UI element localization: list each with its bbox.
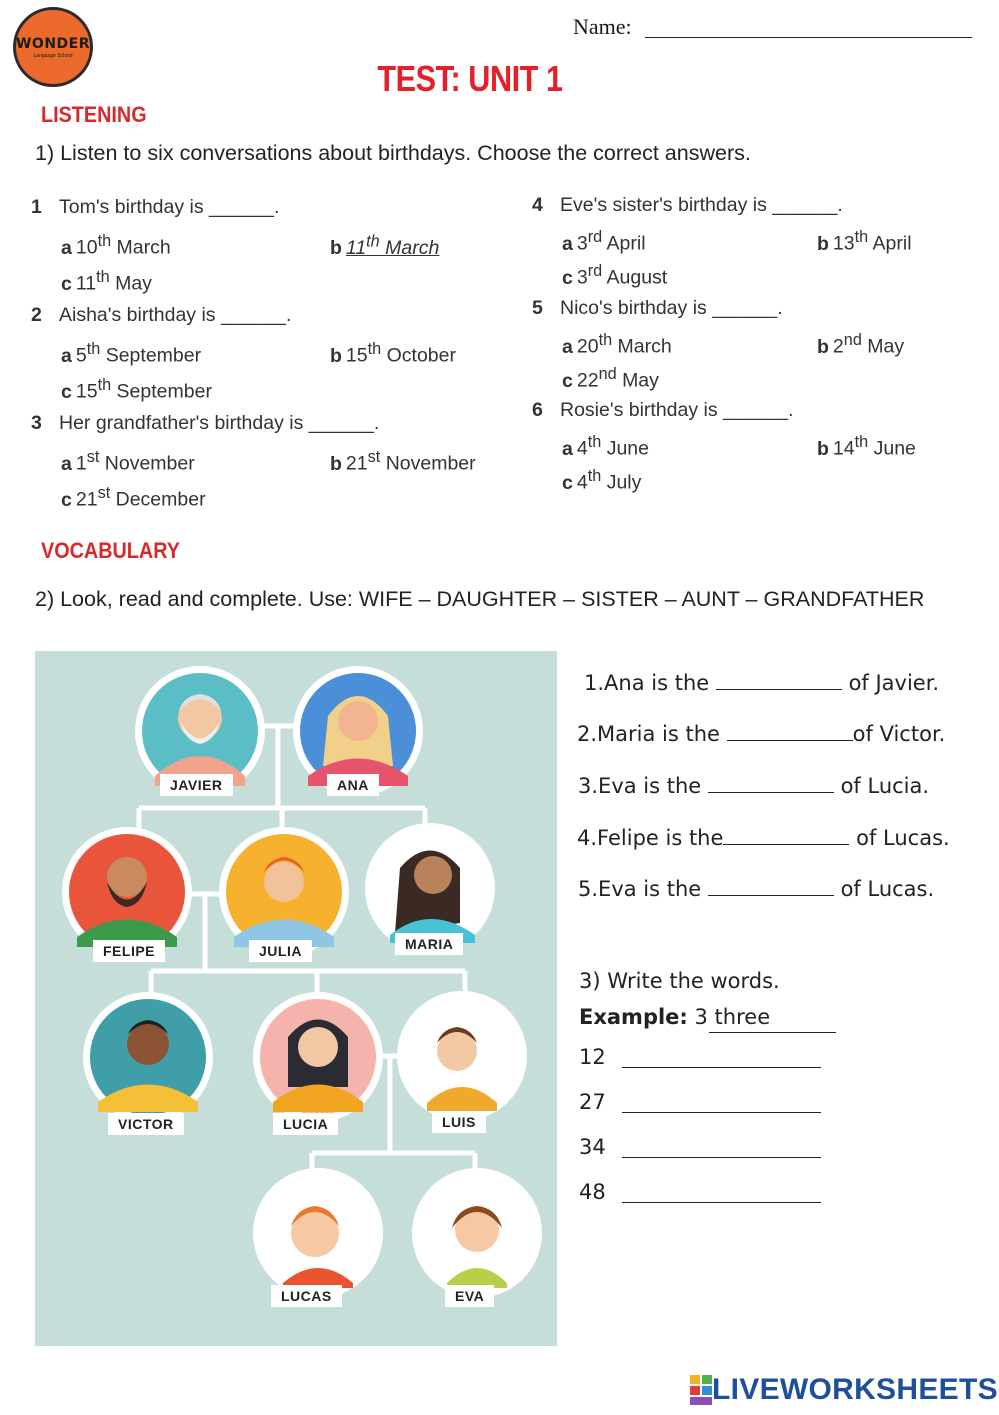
number-27: 27 — [579, 1090, 606, 1114]
vocabulary-instruction: 2) Look, read and complete. Use: WIFE – DAUGHTER – SISTER – AUNT – GRANDFATHER — [35, 587, 925, 611]
number-34: 34 — [579, 1135, 606, 1159]
person-label-victor: VICTOR — [108, 1113, 184, 1135]
page-title: TEST: UNIT 1 — [377, 58, 563, 99]
q3-option-c[interactable]: c 21st December — [61, 484, 206, 511]
answer-line-12[interactable] — [622, 1067, 821, 1068]
liveworksheets-text: LIVEWORKSHEETS — [712, 1373, 998, 1406]
person-label-julia: JULIA — [249, 940, 312, 962]
answer-line-48[interactable] — [622, 1202, 821, 1203]
person-felipe-portrait — [62, 827, 192, 957]
q1-option-b[interactable]: b 11th March — [330, 232, 440, 259]
blank-5[interactable] — [708, 878, 834, 896]
q6-option-c[interactable]: c 4th July — [562, 467, 642, 494]
listening-instruction: 1) Listen to six conversations about birthdays. Choose the correct answers. — [35, 141, 751, 165]
uncle-avatar-icon — [83, 992, 213, 1122]
person-label-eva: EVA — [445, 1285, 494, 1307]
lucia-avatar-icon — [253, 992, 383, 1122]
person-label-lucia: LUCIA — [273, 1113, 338, 1135]
liveworksheets-logo-icon — [690, 1375, 712, 1405]
sentence-4: 4.Felipe is the of Lucas. — [577, 826, 950, 850]
logo-subtitle: Language School — [33, 52, 73, 59]
q1-option-a[interactable]: a 10th March — [61, 232, 171, 259]
father-avatar-icon — [62, 827, 192, 957]
vocabulary-heading: VOCABULARY — [41, 538, 180, 563]
q1-option-c[interactable]: c 11th May — [61, 268, 152, 295]
number-48: 48 — [579, 1180, 606, 1204]
person-label-felipe: FELIPE — [93, 940, 165, 962]
sentence-1: 1.Ana is the of Javier. — [584, 671, 940, 695]
q3-option-b[interactable]: b 21st November — [330, 448, 476, 475]
sentence-2: 2.Maria is the of Victor. — [577, 722, 946, 746]
q5-option-b[interactable]: b 2nd May — [817, 331, 905, 358]
person-julia-portrait — [219, 827, 349, 957]
q2-option-c[interactable]: c 15th September — [61, 376, 212, 403]
name-input-line[interactable] — [645, 37, 972, 38]
q2-option-b[interactable]: b 15th October — [330, 340, 456, 367]
example-underline — [709, 1032, 836, 1033]
blank-2[interactable] — [727, 723, 853, 741]
luis-avatar-icon — [397, 991, 527, 1121]
q4-option-a[interactable]: a 3rd April — [562, 228, 646, 255]
person-lucia-portrait — [253, 992, 383, 1122]
q4-option-b[interactable]: b 13th April — [817, 228, 912, 255]
q6-option-b[interactable]: b 14th June — [817, 433, 916, 460]
person-label-ana: ANA — [327, 774, 379, 796]
listening-heading: LISTENING — [41, 102, 147, 127]
question-5: 5 Nico's birthday is ______. — [532, 297, 783, 319]
question-4: 4 Eve's sister's birthday is ______. — [532, 194, 843, 216]
logo-word: WONDER — [15, 35, 91, 52]
answer-line-34[interactable] — [622, 1157, 821, 1158]
person-luis-portrait — [397, 991, 527, 1121]
name-label: Name: — [573, 14, 632, 39]
person-lucas-portrait — [253, 1168, 383, 1298]
person-eva-portrait — [412, 1168, 542, 1298]
blank-3[interactable] — [708, 775, 834, 793]
question-1: 1 Tom's birthday is ______. — [31, 196, 280, 218]
q4-option-c[interactable]: c 3rd August — [562, 262, 668, 289]
sentence-5: 5.Eva is the of Lucas. — [578, 877, 935, 901]
q5-option-a[interactable]: a 20th March — [562, 331, 672, 358]
family-tree — [35, 651, 557, 1346]
mother-avatar-icon — [219, 827, 349, 957]
person-label-luis: LUIS — [432, 1111, 486, 1133]
number-12: 12 — [579, 1045, 606, 1069]
blank-4[interactable] — [723, 827, 849, 845]
lucas-avatar-icon — [253, 1168, 383, 1298]
q3-option-a[interactable]: a 1st November — [61, 448, 195, 475]
person-label-lucas: LUCAS — [271, 1285, 342, 1307]
question-3: 3 Her grandfather's birthday is ______. — [31, 412, 380, 434]
question-6: 6 Rosie's birthday is ______. — [532, 399, 794, 421]
numbers-example: Example: 3 three — [579, 1005, 771, 1029]
person-victor-portrait — [83, 992, 213, 1122]
liveworksheets-brand — [690, 1373, 998, 1407]
q5-option-c[interactable]: c 22nd May — [562, 365, 659, 392]
blank-1[interactable] — [716, 672, 842, 690]
answer-line-27[interactable] — [622, 1112, 821, 1113]
q6-option-a[interactable]: a 4th June — [562, 433, 649, 460]
question-2: 2 Aisha's birthday is ______. — [31, 304, 292, 326]
q2-option-a[interactable]: a 5th September — [61, 340, 202, 367]
person-label-maria: MARIA — [395, 933, 463, 955]
person-label-javier: JAVIER — [160, 774, 233, 796]
numbers-instruction: 3) Write the words. — [579, 969, 780, 993]
sentence-3: 3.Eva is the of Lucia. — [578, 774, 930, 798]
eva-avatar-icon — [412, 1168, 542, 1298]
